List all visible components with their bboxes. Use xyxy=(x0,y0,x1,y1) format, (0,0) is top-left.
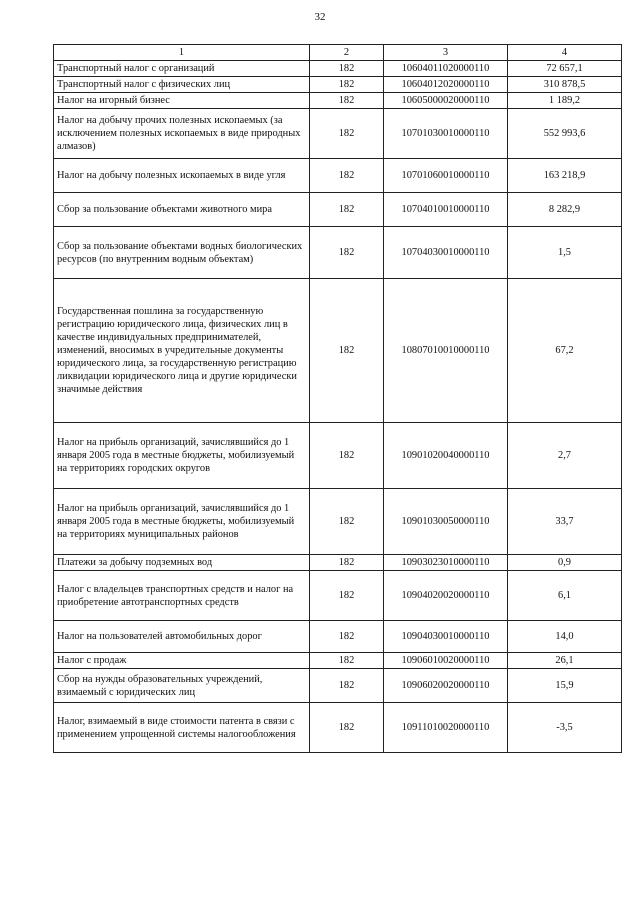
revenue-table xyxy=(53,44,622,753)
header-row xyxy=(54,45,622,61)
page-number: 32 xyxy=(314,11,326,23)
row-admin-code-cell: 182 xyxy=(310,159,384,193)
row-admin-code-cell: 182 xyxy=(310,571,384,621)
row-admin-code-cell: 182 xyxy=(310,93,384,109)
row-name-cell: Налог на добычу прочих полезных ископаемых (за исключением полезных ископаемых в виде природных алмазов) xyxy=(54,109,310,159)
header-col-3: 3 xyxy=(384,45,508,61)
row-budget-code-cell: 10807010010000110 xyxy=(384,279,508,423)
table-row xyxy=(54,669,622,703)
table-row xyxy=(54,555,622,571)
row-admin-code-cell: 182 xyxy=(310,423,384,489)
row-admin-code-cell: 182 xyxy=(310,653,384,669)
table-row xyxy=(54,653,622,669)
row-admin-code-cell: 182 xyxy=(310,227,384,279)
row-admin-code-cell: 182 xyxy=(310,61,384,77)
table-row xyxy=(54,227,622,279)
row-amount-cell: 1 189,2 xyxy=(508,93,622,109)
table-row xyxy=(54,621,622,653)
table-row xyxy=(54,93,622,109)
row-name-cell: Налог, взимаемый в виде стоимости патента в связи с применением упрощенной системы налогообложения xyxy=(54,703,310,753)
row-amount-cell: 14,0 xyxy=(508,621,622,653)
row-admin-code-cell: 182 xyxy=(310,669,384,703)
table-row xyxy=(54,571,622,621)
row-name-cell: Налог на добычу полезных ископаемых в виде угля xyxy=(54,159,310,193)
row-name-cell: Налог на пользователей автомобильных дорог xyxy=(54,621,310,653)
row-name-cell: Налог с владельцев транспортных средств и налог на приобретение автотранспортных средств xyxy=(54,571,310,621)
row-amount-cell: 33,7 xyxy=(508,489,622,555)
row-budget-code-cell: 10904020020000110 xyxy=(384,571,508,621)
row-budget-code-cell: 10701030010000110 xyxy=(384,109,508,159)
row-budget-code-cell: 10901030050000110 xyxy=(384,489,508,555)
header-col-2: 2 xyxy=(310,45,384,61)
table-row xyxy=(54,109,622,159)
row-name-cell: Государственная пошлина за государственную регистрацию юридического лица, физических лиц в качестве индивидуальных предпринимателей, изменений, вносимых в учредительные документы юридического лица, за государственную регистрацию ликвидации юридического лица и другие юридически значимые действия xyxy=(54,279,310,423)
table-body xyxy=(54,61,622,753)
row-budget-code-cell: 10704030010000110 xyxy=(384,227,508,279)
row-name-cell: Сбор на нужды образовательных учреждений, взимаемый с юридических лиц xyxy=(54,669,310,703)
header-col-1: 1 xyxy=(54,45,310,61)
row-admin-code-cell: 182 xyxy=(310,193,384,227)
row-admin-code-cell: 182 xyxy=(310,703,384,753)
row-budget-code-cell: 10906020020000110 xyxy=(384,669,508,703)
row-amount-cell: -3,5 xyxy=(508,703,622,753)
table-row xyxy=(54,489,622,555)
row-amount-cell: 6,1 xyxy=(508,571,622,621)
row-name-cell: Налог на прибыль организаций, зачислявшийся до 1 января 2005 года в местные бюджеты, мобилизуемый на территориях муниципальных районов xyxy=(54,489,310,555)
row-admin-code-cell: 182 xyxy=(310,109,384,159)
row-budget-code-cell: 10604011020000110 xyxy=(384,61,508,77)
row-name-cell: Транспортный налог с организаций xyxy=(54,61,310,77)
row-name-cell: Налог на игорный бизнес xyxy=(54,93,310,109)
row-admin-code-cell: 182 xyxy=(310,621,384,653)
table-row xyxy=(54,159,622,193)
row-budget-code-cell: 10906010020000110 xyxy=(384,653,508,669)
row-budget-code-cell: 10904030010000110 xyxy=(384,621,508,653)
row-amount-cell: 2,7 xyxy=(508,423,622,489)
row-amount-cell: 15,9 xyxy=(508,669,622,703)
table-row xyxy=(54,61,622,77)
row-amount-cell: 552 993,6 xyxy=(508,109,622,159)
row-amount-cell: 0,9 xyxy=(508,555,622,571)
row-budget-code-cell: 10911010020000110 xyxy=(384,703,508,753)
row-name-cell: Транспортный налог с физических лиц xyxy=(54,77,310,93)
row-budget-code-cell: 10704010010000110 xyxy=(384,193,508,227)
row-admin-code-cell: 182 xyxy=(310,555,384,571)
row-name-cell: Налог с продаж xyxy=(54,653,310,669)
row-amount-cell: 72 657,1 xyxy=(508,61,622,77)
row-budget-code-cell: 10605000020000110 xyxy=(384,93,508,109)
row-amount-cell: 1,5 xyxy=(508,227,622,279)
row-name-cell: Налог на прибыль организаций, зачислявшийся до 1 января 2005 года в местные бюджеты, мобилизуемый на территориях городских округов xyxy=(54,423,310,489)
table-row xyxy=(54,423,622,489)
row-budget-code-cell: 10701060010000110 xyxy=(384,159,508,193)
row-admin-code-cell: 182 xyxy=(310,489,384,555)
row-admin-code-cell: 182 xyxy=(310,279,384,423)
row-amount-cell: 310 878,5 xyxy=(508,77,622,93)
row-amount-cell: 67,2 xyxy=(508,279,622,423)
row-amount-cell: 26,1 xyxy=(508,653,622,669)
row-name-cell: Сбор за пользование объектами животного мира xyxy=(54,193,310,227)
row-admin-code-cell: 182 xyxy=(310,77,384,93)
table-row xyxy=(54,77,622,93)
row-amount-cell: 8 282,9 xyxy=(508,193,622,227)
row-budget-code-cell: 10901020040000110 xyxy=(384,423,508,489)
row-budget-code-cell: 10903023010000110 xyxy=(384,555,508,571)
row-name-cell: Сбор за пользование объектами водных биологических ресурсов (по внутренним водным объектам) xyxy=(54,227,310,279)
table-row xyxy=(54,279,622,423)
row-amount-cell: 163 218,9 xyxy=(508,159,622,193)
row-name-cell: Платежи за добычу подземных вод xyxy=(54,555,310,571)
table-row xyxy=(54,703,622,753)
row-budget-code-cell: 10604012020000110 xyxy=(384,77,508,93)
table-row xyxy=(54,193,622,227)
header-col-4: 4 xyxy=(508,45,622,61)
